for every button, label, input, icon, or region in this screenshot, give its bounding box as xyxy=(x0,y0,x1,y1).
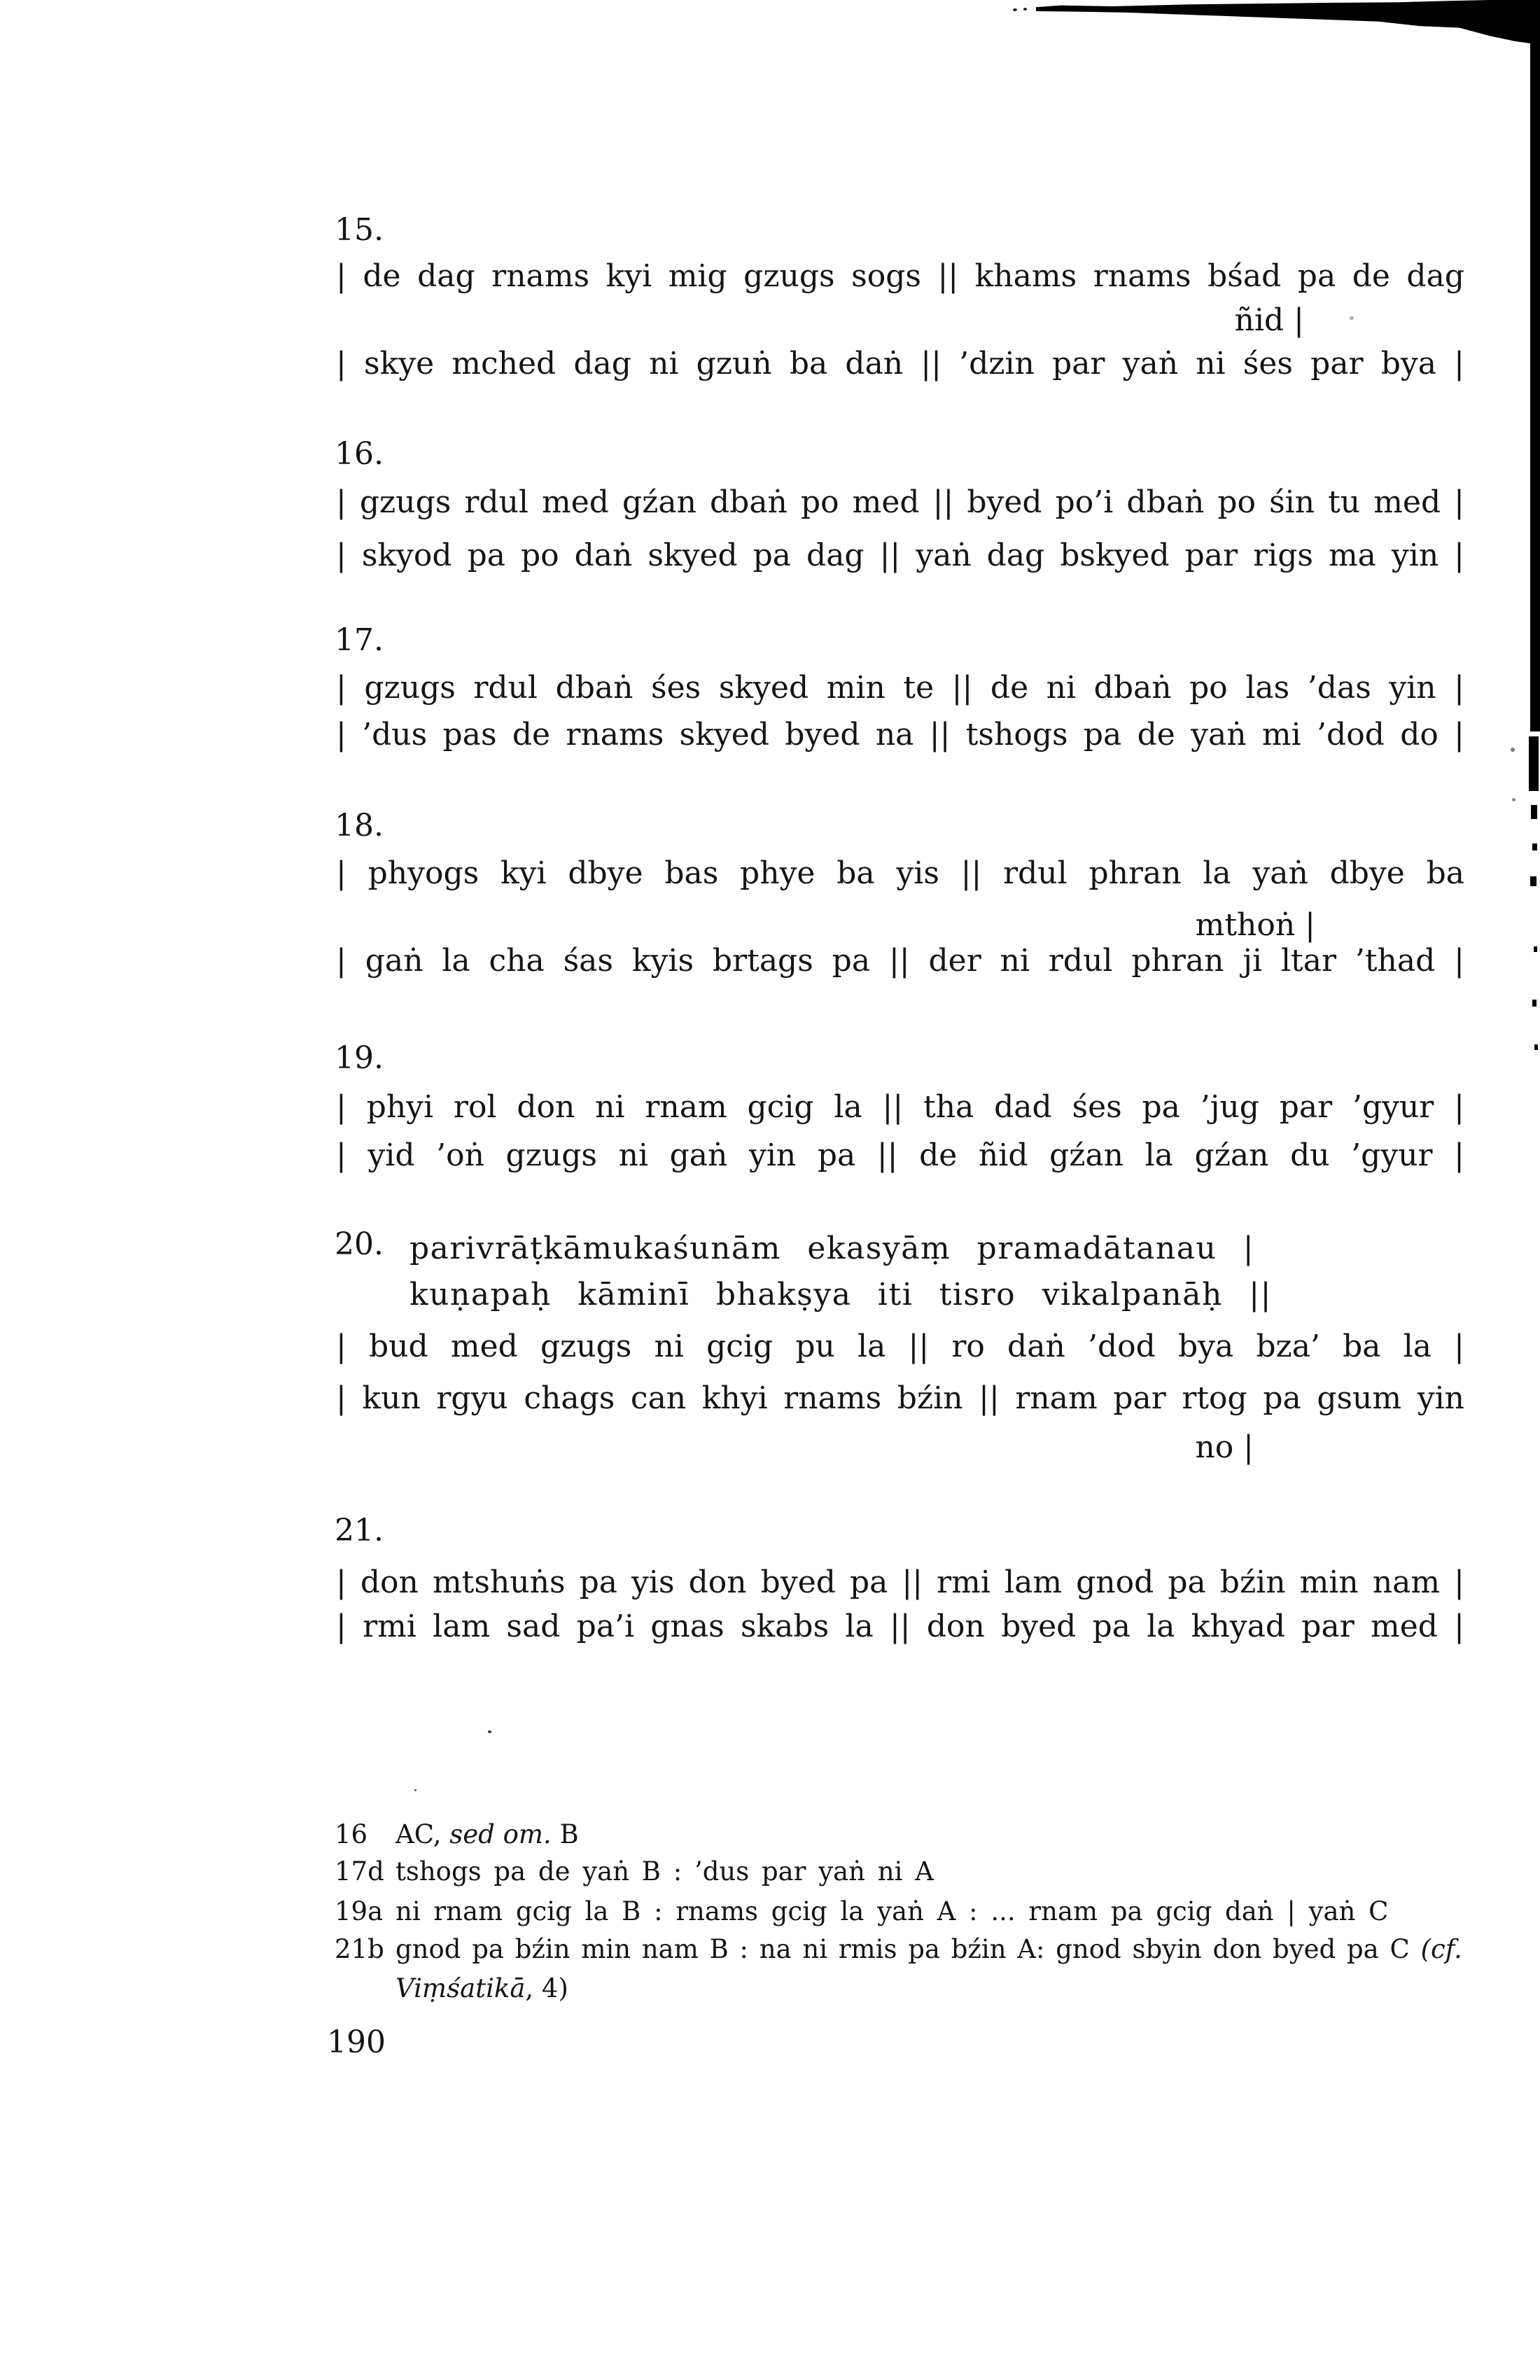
carry-line: ñid | xyxy=(1234,302,1304,338)
footnote-continuation xyxy=(396,1973,568,2004)
page-number: 190 xyxy=(327,2024,386,2060)
footnote-text-part: B xyxy=(551,1819,579,1849)
footnote-16 xyxy=(335,1819,1511,1850)
verse-line: | gaṅ la cha śas kyis brtags pa || der ni rdul phran ji ltar ’thad | xyxy=(336,943,1464,979)
footnote-19a xyxy=(335,1896,1511,1927)
verse-number: 17. xyxy=(335,622,384,658)
verse-number: 20. xyxy=(335,1226,384,1262)
verse-line: | yid ’oṅ gzugs ni gaṅ yin pa || de ñid gźan la gźan du ’gyur | xyxy=(336,1138,1464,1173)
verse-line: | gzugs rdul dbaṅ śes skyed min te || de ni dbaṅ po las ’das yin | xyxy=(336,670,1464,706)
footnote-label: 16 xyxy=(335,1819,368,1849)
sanskrit-line: kuṇapaḥ kāminī bhakṣya iti tisro vikalpanāḥ || xyxy=(410,1277,1272,1312)
verse-number: 19. xyxy=(335,1040,384,1076)
scan-artifact-edge-patch xyxy=(1532,1000,1536,1007)
scan-artifact-edge-patch xyxy=(1531,805,1537,819)
scan-artifact-edge-patch xyxy=(1529,736,1539,791)
scan-speck xyxy=(1512,798,1516,802)
footnote-text: ni rnam gcig la B : rnams gcig la yaṅ A : ... rnam pa gcig daṅ | yaṅ C xyxy=(396,1896,1389,1926)
scan-artifact-edge-patch xyxy=(1530,876,1536,886)
scan-artifact-edge-patch xyxy=(1534,1044,1538,1050)
footnote-text-italic: Viṃśatikā xyxy=(396,1973,526,2003)
footnote-label: 17d xyxy=(335,1856,384,1886)
carry-line: no | xyxy=(1195,1429,1254,1465)
carry-line: mthoṅ | xyxy=(1195,907,1315,943)
scan-artifact-edge-patch xyxy=(1534,946,1537,952)
verse-line: | kun rgyu chags can khyi rnams bźin || rnam par rtog pa gsum yin xyxy=(336,1380,1464,1416)
verse-number: 16. xyxy=(335,436,384,472)
scan-speck xyxy=(1511,748,1515,752)
verse-line: | de dag rnams kyi mig gzugs sogs || khams rnams bśad pa de dag xyxy=(336,258,1464,294)
verse-number: 21. xyxy=(335,1513,384,1548)
sanskrit-line: parivrāṭkāmukaśunām ekasyāṃ pramadātanau | xyxy=(410,1231,1255,1266)
scan-speck xyxy=(414,1789,416,1791)
footnote-text-italic: sed om. xyxy=(449,1819,552,1849)
verse-line: | gzugs rdul med gźan dbaṅ po med || byed po’i dbaṅ po śin tu med | xyxy=(336,484,1464,520)
footnote-21b xyxy=(335,1934,1511,1965)
footnote-text-part: , 4) xyxy=(525,1973,568,2003)
footnote-text xyxy=(396,1819,579,1850)
scan-artifact-edge-strip xyxy=(1530,0,1540,732)
verse-line: | ’dus pas de rnams skyed byed na || tshogs pa de yaṅ mi ’dod do | xyxy=(336,717,1464,752)
footnote-label: 21b xyxy=(335,1934,384,1964)
verse-line: | don mtshuṅs pa yis don byed pa || rmi lam gnod pa bźin min nam | xyxy=(336,1564,1464,1600)
verse-line: | skye mched dag ni gzuṅ ba daṅ || ’dzin par yaṅ ni śes par bya | xyxy=(336,346,1464,382)
footnote-label: 19a xyxy=(335,1896,384,1926)
verse-line: | phyogs kyi dbye bas phye ba yis || rdul phran la yaṅ dbye ba xyxy=(336,855,1464,891)
footnote-text-part: gnod pa bźin min nam B : na ni rmis pa bźin A: gnod sbyin don byed pa C xyxy=(396,1934,1421,1964)
scan-artifact-edge-patch xyxy=(1532,844,1537,850)
scan-artifact-top-bar xyxy=(1036,0,1540,45)
footnote-text-part: AC, xyxy=(396,1819,450,1849)
verse-line: | rmi lam sad pa’i gnas skabs la || don byed pa la khyad par med | xyxy=(336,1609,1464,1644)
verse-line: | bud med gzugs ni gcig pu la || ro daṅ ’dod bya bza’ ba la | xyxy=(336,1329,1464,1364)
scan-speck xyxy=(1013,8,1017,11)
scan-speck xyxy=(1023,8,1027,10)
scan-speck xyxy=(488,1730,491,1733)
verse-line: | skyod pa po daṅ skyed pa dag || yaṅ dag bskyed par rigs ma yin | xyxy=(336,538,1464,573)
footnote-text xyxy=(396,1934,1462,1965)
footnote-text-italic: (cf. xyxy=(1420,1934,1462,1964)
footnote-text: tshogs pa de yaṅ B : ’dus par yaṅ ni A xyxy=(396,1856,934,1886)
footnote-17d xyxy=(335,1856,1511,1887)
verse-line: | phyi rol don ni rnam gcig la || tha dad śes pa ’jug par ’gyur | xyxy=(336,1089,1464,1125)
verse-number: 15. xyxy=(335,212,384,248)
verse-number: 18. xyxy=(335,808,384,844)
